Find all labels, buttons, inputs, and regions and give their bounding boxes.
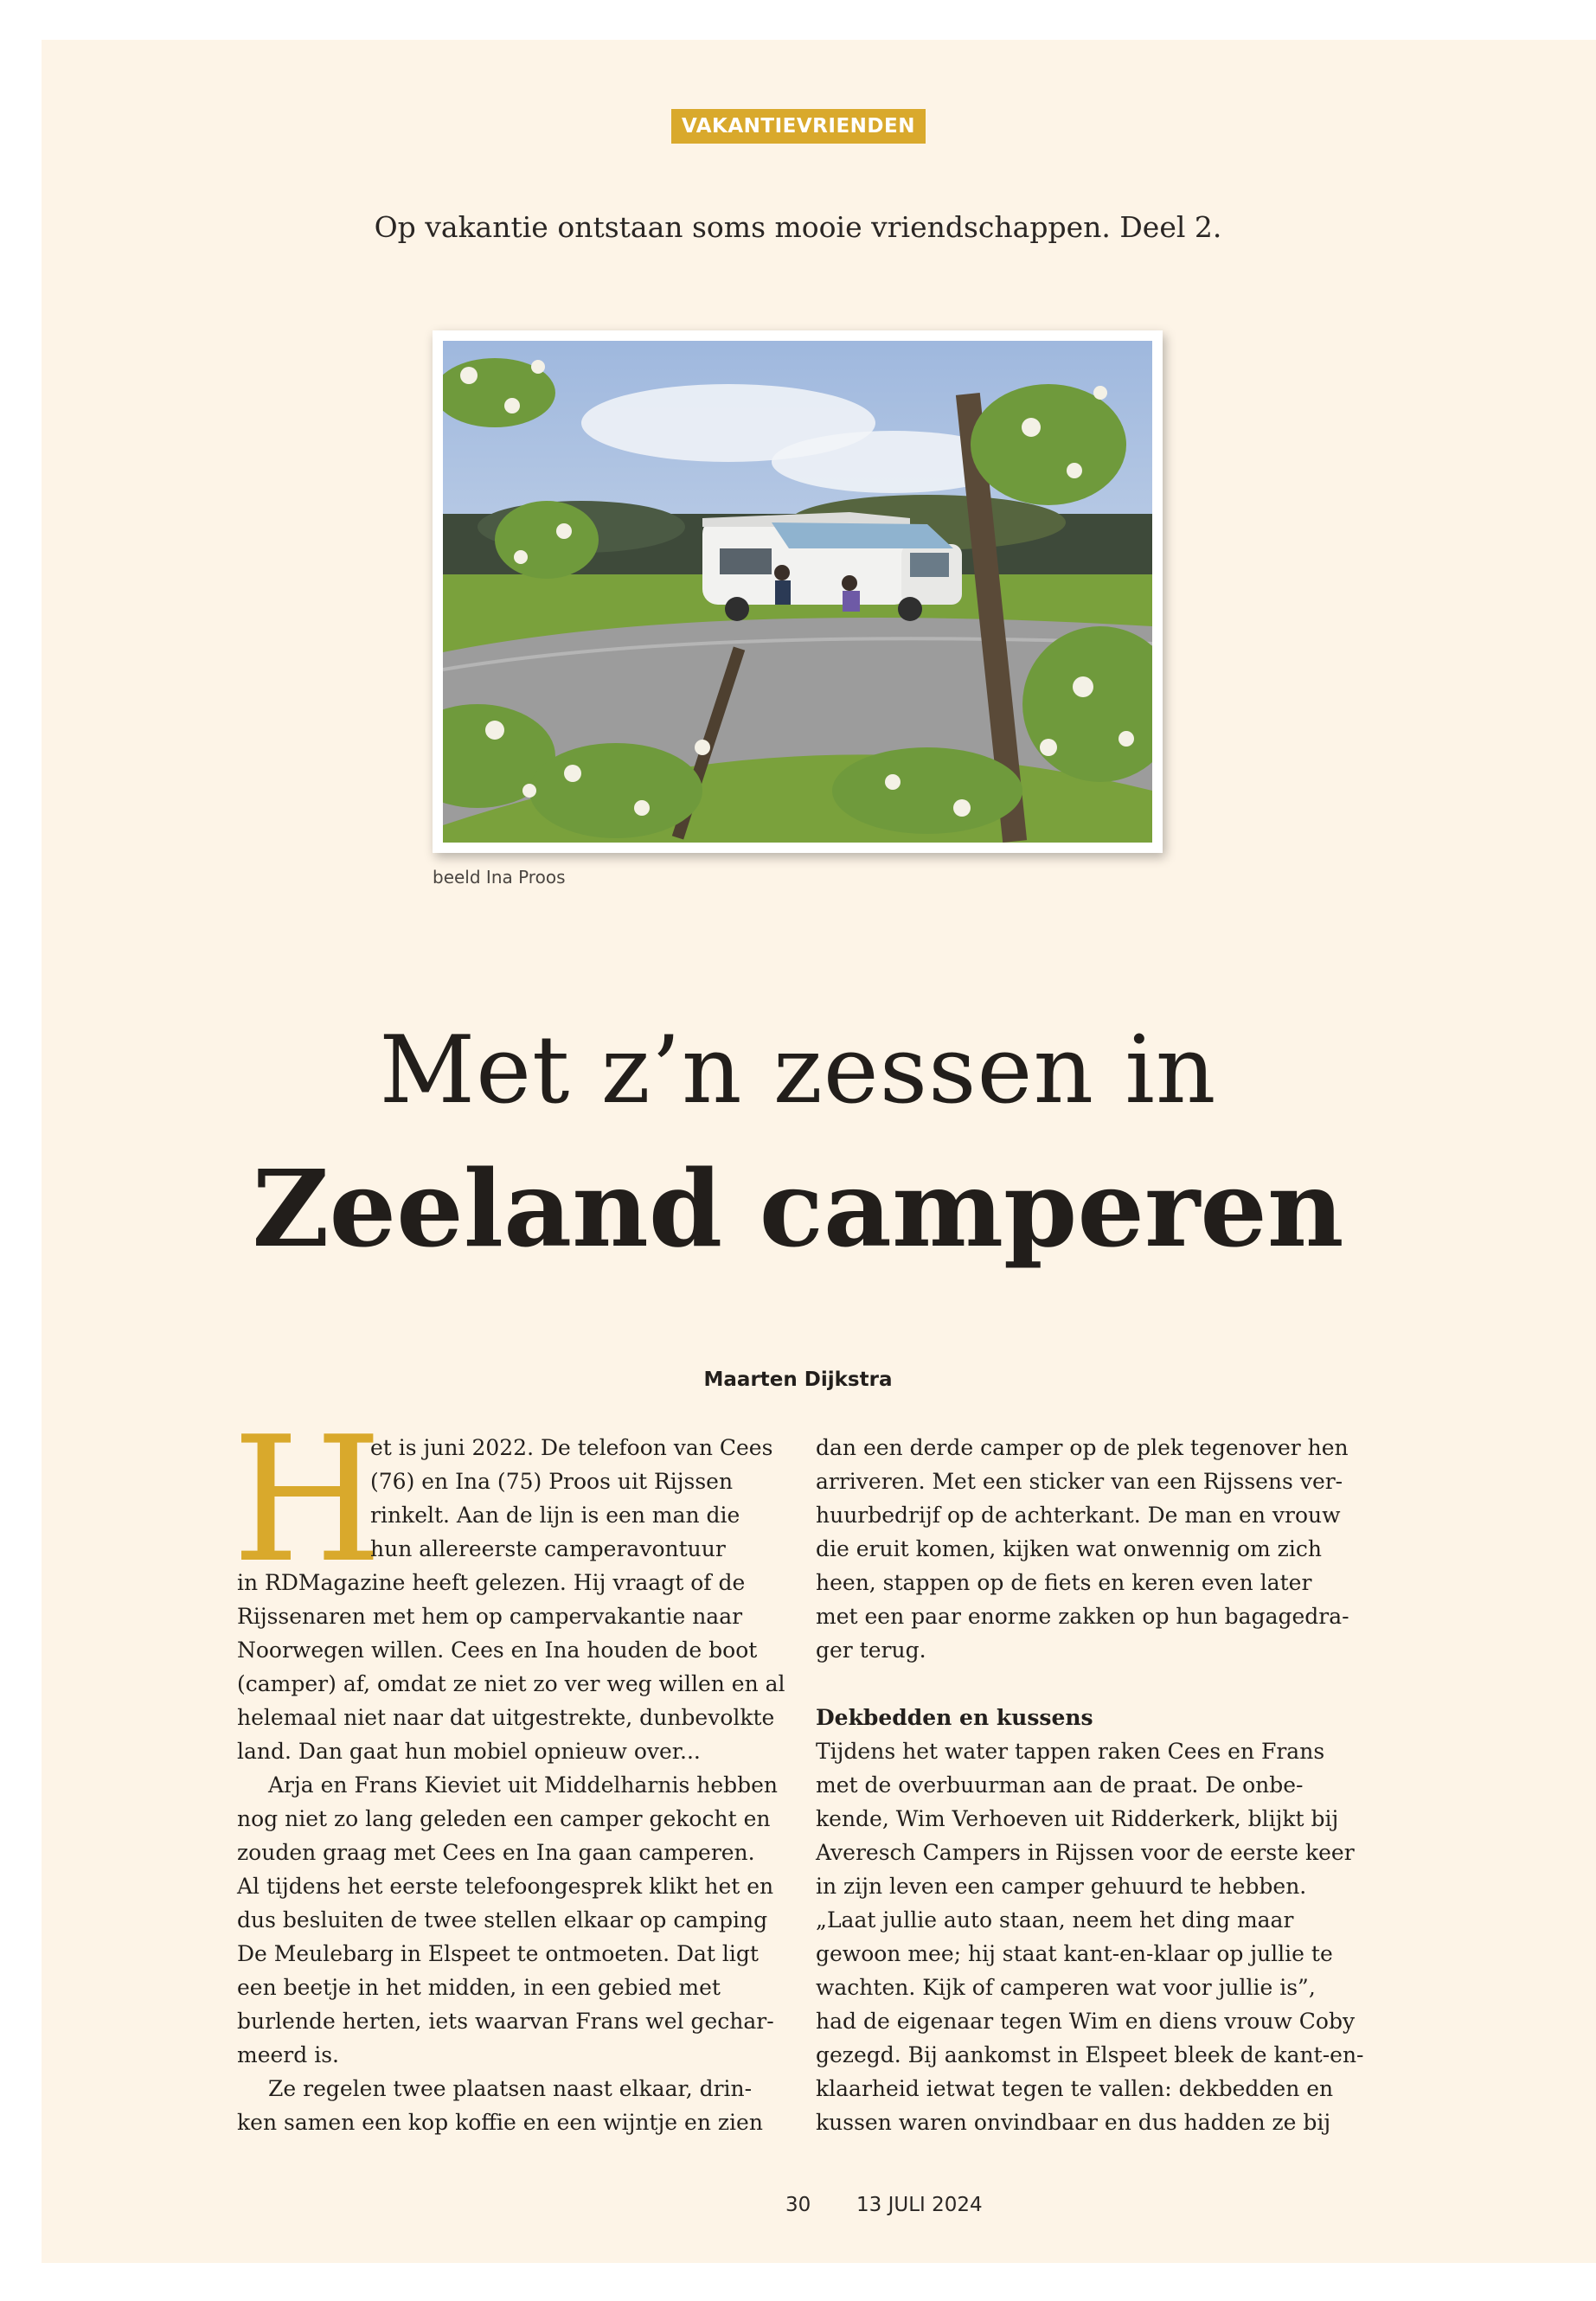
text-line: dus besluiten de twee stellen elkaar op camping: [237, 1907, 768, 1932]
article-column-1: [237, 1431, 791, 2139]
text-line: hun allereerste camperavontuur: [370, 1536, 726, 1561]
headline-line-1: Met z’n zessen in: [379, 1016, 1217, 1125]
text-line: et is juni 2022. De telefoon van Cees: [370, 1435, 773, 1460]
subtitle: Op vakantie ontstaan soms mooie vriendschappen. Deel 2.: [374, 210, 1222, 244]
text-line: arriveren. Met een sticker van een Rijssens ver-: [816, 1469, 1343, 1494]
text-line: nog niet zo lang geleden een camper gekocht en: [237, 1806, 771, 1831]
text-line: in zijn leven een camper gehuurd te hebben.: [816, 1874, 1307, 1899]
issue-date: 13 JULI 2024: [856, 2194, 983, 2216]
text-line: wachten. Kijk of camperen wat voor jullie is”,: [816, 1975, 1316, 2000]
text-line: dan een derde camper op de plek tegenover hen: [816, 1435, 1349, 1460]
text-line: Averesch Campers in Rijssen voor de eerste keer: [816, 1840, 1355, 1865]
author-byline: Maarten Dijkstra: [703, 1368, 893, 1391]
text-line: burlende herten, iets waarvan Frans wel gechar-: [237, 2009, 774, 2034]
text-line: land. Dan gaat hun mobiel opnieuw over...: [237, 1739, 701, 1764]
page-number: 30: [785, 2194, 811, 2216]
section-tag: VAKANTIEVRIENDEN: [671, 109, 926, 144]
text-line: kussen waren onvindbaar en dus hadden ze bij: [816, 2110, 1331, 2135]
article-column-2: [816, 1431, 1369, 2139]
text-line: Ze regelen twee plaatsen naast elkaar, drin-: [268, 2076, 753, 2101]
text-line: Al tijdens het eerste telefoongesprek klikt het en: [237, 1874, 774, 1899]
text-line: meerd is.: [237, 2042, 339, 2067]
text-line: met de overbuurman aan de praat. De onbe-: [816, 1772, 1304, 1798]
camper-photo: [443, 341, 1152, 843]
text-line: klaarheid ietwat tegen te vallen: dekbedden en: [816, 2076, 1334, 2101]
photo-frame: [433, 330, 1163, 853]
text-line: een beetje in het midden, in een gebied met: [237, 1975, 721, 2000]
text-line: ken samen een kop koffie en een wijntje en zien: [237, 2110, 763, 2135]
text-line: (76) en Ina (75) Proos uit Rijssen: [370, 1469, 734, 1494]
text-line: huurbedrijf op de achterkant. De man en vrouw: [816, 1503, 1341, 1528]
text-line: gewoon mee; hij staat kant-en-klaar op jullie te: [816, 1941, 1333, 1966]
section-subheading: Dekbedden en kussens: [816, 1705, 1093, 1730]
text-line: Noorwegen willen. Cees en Ina houden de boot: [237, 1638, 758, 1663]
camper-photo-illustration: [443, 341, 1152, 843]
text-line: rinkelt. Aan de lijn is een man die: [370, 1503, 740, 1528]
text-line: kende, Wim Verhoeven uit Ridderkerk, blijkt bij: [816, 1806, 1339, 1831]
photo-caption: beeld Ina Proos: [433, 867, 566, 888]
text-line: in RDMagazine heeft gelezen. Hij vraagt of de: [237, 1570, 746, 1595]
text-line: had de eigenaar tegen Wim en diens vrouw Coby: [816, 2009, 1356, 2034]
headline-line-2: Zeeland camperen: [252, 1146, 1344, 1271]
text-line: ger terug.: [816, 1638, 926, 1663]
text-line: helemaal niet naar dat uitgestrekte, dunbevolkte: [237, 1705, 775, 1730]
text-line: (camper) af, omdat ze niet zo ver weg willen en al: [237, 1671, 785, 1696]
paragraph-gap: [816, 1667, 1369, 1701]
text-line: zouden graag met Cees en Ina gaan camperen.: [237, 1840, 755, 1865]
text-line: heen, stappen op de fiets en keren even later: [816, 1570, 1312, 1595]
drop-cap: H: [232, 1400, 383, 1601]
text-line: die eruit komen, kijken wat onwennig om zich: [816, 1536, 1322, 1561]
text-line: „Laat jullie auto staan, neem het ding maar: [816, 1907, 1294, 1932]
text-line: met een paar enorme zakken op hun bagagedra-: [816, 1604, 1349, 1629]
text-line: Rijssenaren met hem op campervakantie naar: [237, 1604, 743, 1629]
text-line: De Meulebarg in Elspeet te ontmoeten. Dat ligt: [237, 1941, 759, 1966]
text-line: gezegd. Bij aankomst in Elspeet bleek de kant-en-: [816, 2042, 1364, 2067]
text-line: Arja en Frans Kieviet uit Middelharnis hebben: [268, 1772, 779, 1798]
text-line: Tijdens het water tappen raken Cees en Frans: [816, 1739, 1325, 1764]
